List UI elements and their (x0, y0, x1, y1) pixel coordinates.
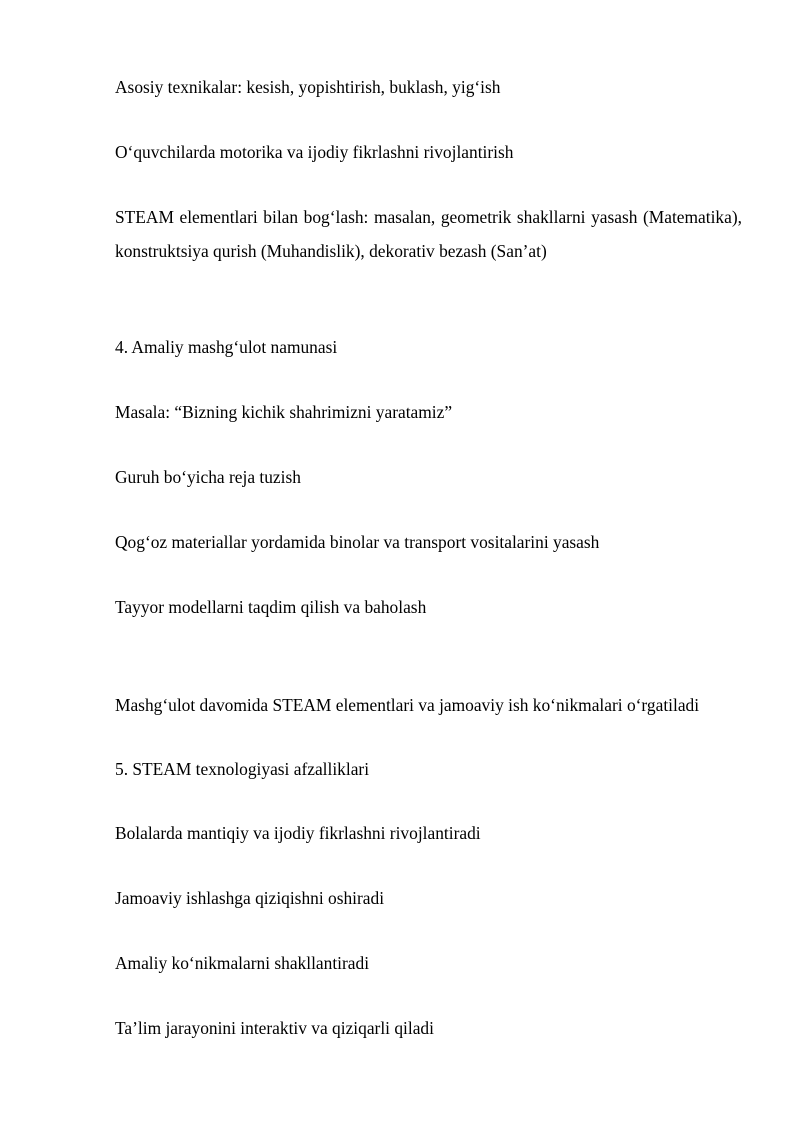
paragraph-techniques: Asosiy texnikalar: kesish, yopishtirish, buklash, yig‘ish (115, 77, 501, 97)
paragraph-steam-elements: STEAM elementlari bilan bog‘lash: masalan, geometrik shakllarni yasash (Matematika), konstruktsiya qurish (Muhandislik), dekorativ bezash (San’at) (115, 207, 742, 261)
paragraph-group-plan: Guruh bo‘yicha reja tuzish (115, 467, 301, 487)
paragraph-paper-materials: Qog‘oz materiallar yordamida binolar va transport vositalarini yasash (115, 532, 600, 552)
paragraph-lesson-summary: Mashg‘ulot davomida STEAM elementlari va jamoaviy ish ko‘nikmalari o‘rgatiladi (115, 695, 700, 715)
section-heading-advantages: 5. STEAM texnologiyasi afzalliklari (115, 759, 370, 779)
paragraph-logic: Bolalarda mantiqiy va ijodiy fikrlashni rivojlantiradi (115, 823, 481, 843)
paragraph-practical-skills: Amaliy ko‘nikmalarni shakllantiradi (115, 953, 370, 973)
paragraph-interactive: Ta’lim jarayonini interaktiv va qiziqarli qiladi (115, 1018, 434, 1038)
paragraph-teamwork: Jamoaviy ishlashga qiziqishni oshiradi (115, 888, 385, 908)
paragraph-presentation: Tayyor modellarni taqdim qilish va baholash (115, 597, 427, 617)
paragraph-motor-skills: O‘quvchilarda motorika va ijodiy fikrlashni rivojlantirish (115, 142, 514, 162)
section-heading-practical-lesson: 4. Amaliy mashg‘ulot namunasi (115, 337, 338, 357)
paragraph-task: Masala: “Bizning kichik shahrimizni yaratamiz” (115, 402, 453, 422)
